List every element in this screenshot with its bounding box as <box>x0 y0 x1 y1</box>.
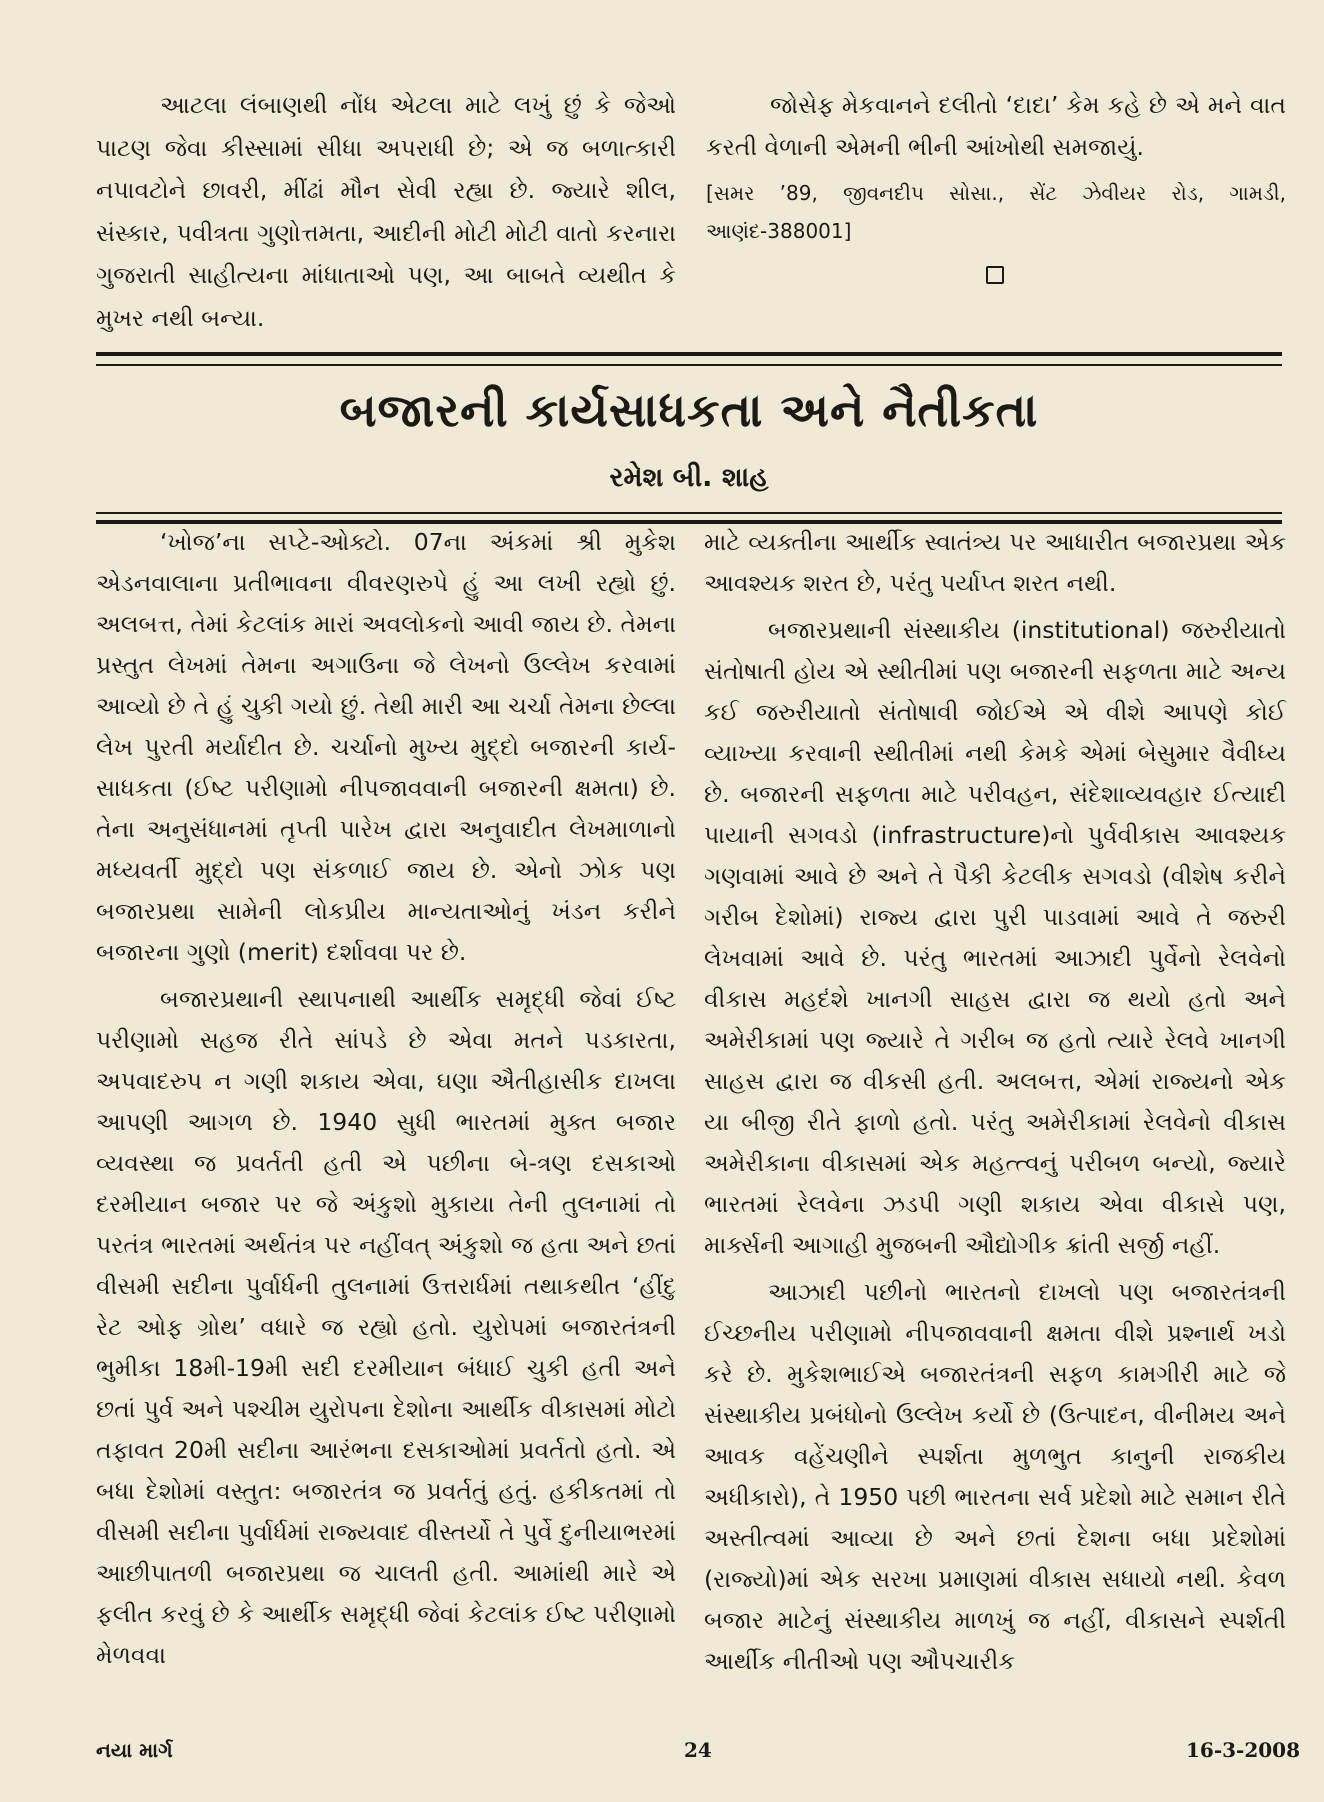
paragraph: ‘ખોજ’ના સપ્ટે-ઓક્ટો. 07ના અંકમાં શ્રી મુકેશ એડનવાલાના પ્રતીભાવના વીવરણરુપે હું આ લખી રહ્યો છું. અલબત્ત, તેમાં કેટલાંક મારાં અવલોકનો આવી જાય છે. તેમના પ્રસ્તુત લેખમાં તેમના અગાઉના જે લેખનો ઉલ્લેખ કરવામાં આવ્યો છે તે હું ચુકી ગયો છું. તેથી મારી આ ચર્ચા તેમના છેલ્લા લેખ પુરતી મર્યાદીત છે. ચર્ચાનો મુખ્ય મુદ્દો બજારની કાર્ય-સાધકતા (ઈષ્ટ પરીણામો નીપજાવવાની બજારની ક્ષમતા) છે. તેના અનુસંધાનમાં તૃપ્તી પારેખ દ્વારા અનુવાદીત લેખમાળાનો મધ્યવર્તી મુદ્દો પણ સંકળાઈ જાય છે. એનો ઝોક પણ બજારપ્રથા સામેની લોકપ્રીય માન્યતાઓનું ખંડન કરીને બજારના ગુણો (merit) દર્શાવવા પર છે. <box>96 528 676 966</box>
divider-thin <box>96 512 1282 514</box>
article-title: બજારની કાર્યસાધકતા અને નૈતીકતા <box>339 383 1039 437</box>
body-left-column <box>96 522 676 1676</box>
article-author: રમેશ બી. શાહ <box>609 462 769 493</box>
top-right-column <box>706 84 1286 250</box>
paragraph: બજારપ્રથાની સ્થાપનાથી આર્થીક સમૃદ્ધી જેવાં ઈષ્ટ પરીણામો સહજ રીતે સાંપડે છે એવા મતને પડકારતા, અપવાદરુપ ન ગણી શકાય એવા, ઘણા ઐતીહાસીક દાખલા આપણી આગળ છે. 1940 સુધી ભારતમાં મુક્ત બજાર વ્યવસ્થા જ પ્રવર્તતી હતી એ પછીના બે-ત્રણ દસકાઓ દરમીયાન બજાર પર જે અંકુશો મુકાયા તેની તુલનામાં તો પરતંત્ર ભારતમાં અર્થતંત્ર પર નહીંવત્ અંકુશો જ હતા અને છતાં વીસમી સદીના પુર્વાર્ધની તુલનામાં ઉત્તરાર્ધમાં તથાકથીત ‘હીંદુ રેટ ઓફ ગ્રોથ’ વધારે જ રહ્યો હતો. યુરોપમાં બજારતંત્રની ભુમીકા 18મી-19મી સદી દરમીયાન બંધાઈ ચુકી હતી અને છતાં પુર્વ અને પશ્ચીમ યુરોપના દેશોના આર્થીક વીકાસમાં મોટો તફાવત 20મી સદીના આરંભના દસકાઓમાં પ્રવર્તતો હતો. એ બધા દેશોમાં વસ્તુત: બજારતંત્ર જ પ્રવર્તતું હતું. હકીકતમાં તો વીસમી સદીના પુર્વાર્ધમાં રાજ્યવાદ વીસ્તર્યો તે પુર્વે દુનીયાભરમાં આછીપાતળી બજારપ્રથા જ ચાલતી હતી. આમાંથી મારે એ ફલીત કરવું છે કે આર્થીક સમૃદ્ધી જેવાં કેટલાંક ઈષ્ટ પરીણામો મેળવવા <box>96 985 676 1669</box>
divider-thin <box>96 364 1282 366</box>
paragraph: આટલા લંબાણથી નોંધ એટલા માટે લખું છું કે જેઓ પાટણ જેવા કીસ્સામાં સીધા અપરાધી છે; એ જ બળાત્કારી નપાવટોને છાવરી, મીંઢાં મૌન સેવી રહ્યા છે. જ્યારે શીલ, સંસ્કાર, પવીત્રતા ગુણોત્તમતા, આદીની મોટી મોટી વાતો કરનારા ગુજરાતી સાહીત્યના માંધાતાઓ પણ, આ બાબતે વ્યથીત કે મુખર નથી બન્યા. <box>96 91 676 332</box>
square-end-icon <box>986 266 1004 284</box>
body-right-column <box>704 522 1286 1682</box>
paragraph: માટે વ્યક્તીના આર્થીક સ્વાતંત્ર્ય પર આધારીત બજારપ્રથા એક આવશ્યક શરત છે, પરંતુ પર્યાપ્ત શરત નથી. <box>704 528 1286 597</box>
footer-publication: નયા માર્ગ <box>96 1738 173 1762</box>
reference-address: [સમર ’89, જીવનદીપ સોસા., સેંટ ઝેવીયર રોડ, ગામડી, આણંદ-388001] <box>706 181 1286 243</box>
paragraph: બજારપ્રથાની સંસ્થાકીય (institutional) જરુરીયાતો સંતોષાતી હોય એ સ્થીતીમાં પણ બજારની સફળતા માટે અન્ય કઈ જરુરીયાતો સંતોષાવી જોઈએ એ વીશે આપણે કોઈ વ્યાખ્યા કરવાની સ્થીતીમાં નથી કેમકે એમાં બેસુમાર વૈવીધ્ય છે. બજારની સફળતા માટે પરીવહન, સંદેશાવ્યવહાર ઈત્યાદી પાયાની સગવડો (infrastructure)નો પુર્વવીકાસ આવશ્યક ગણવામાં આવે છે અને તે પૈકી કેટલીક સગવડો (વીશેષ કરીને ગરીબ દેશોમાં) રાજ્ય દ્વારા પુરી પાડવામાં આવે તે જરુરી લેખવામાં આવે છે. પરંતુ ભારતમાં આઝાદી પુર્વેનો રેલવેનો વીકાસ મહદંશે ખાનગી સાહસ દ્વારા જ થયો હતો અને અમેરીકામાં પણ જ્યારે તે ગરીબ જ હતો ત્યારે રેલવે ખાનગી સાહસ દ્વારા જ વીકસી હતી. અલબત્ત, એમાં રાજ્યનો એક યા બીજી રીતે ફાળો હતો. પરંતુ અમેરીકામાં રેલવેનો વીકાસ અમેરીકાના વીકાસમાં એક મહત્ત્વનું પરીબળ બન્યો, જ્યારે ભારતમાં રેલવેના ઝડપી ગણી શકાય એવા વીકાસે પણ, માર્ક્સની આગાહી મુજબની ઔદ્યોગીક ક્રાંતી સર્જી નહીં. <box>704 616 1286 1259</box>
footer-page-number: 24 <box>684 1738 712 1762</box>
paragraph: આઝાદી પછીનો ભારતનો દાખલો પણ બજારતંત્રની ઈચ્છનીય પરીણામો નીપજાવવાની ક્ષમતા વીશે પ્રશ્નાર્થ ખડો કરે છે. મુકેશભાઈએ બજારતંત્રની સફળ કામગીરી માટે જે સંસ્થાકીય પ્રબંધોનો ઉલ્લેખ કર્યો છે (ઉત્પાદન, વીનીમય અને આવક વહેંચણીને સ્પર્શતા મુળભુત કાનુની રાજકીય અધીકારો), તે 1950 પછી ભારતના સર્વ પ્રદેશો માટે સમાન રીતે અસ્તીત્વમાં આવ્યા છે અને છતાં દેશના બધા પ્રદેશોમાં (રાજ્યો)માં એક સરખા પ્રમાણમાં વીકાસ સધાયો નથી. કેવળ બજાર માટેનું સંસ્થાકીય માળખું જ નહીં, વીકાસને સ્પર્શતી આર્થીક નીતીઓ પણ ઔપચારીક <box>704 1278 1286 1675</box>
paragraph: જોસેફ મેકવાનને દલીતો ‘દાદા’ કેમ કહે છે એ મને વાત કરતી વેળાની એમની ભીની આંખોથી સમજાયું. <box>706 91 1286 161</box>
footer-date: 16-3-2008 <box>1186 1738 1301 1762</box>
divider-thick <box>96 352 1282 356</box>
top-left-column <box>96 84 676 339</box>
